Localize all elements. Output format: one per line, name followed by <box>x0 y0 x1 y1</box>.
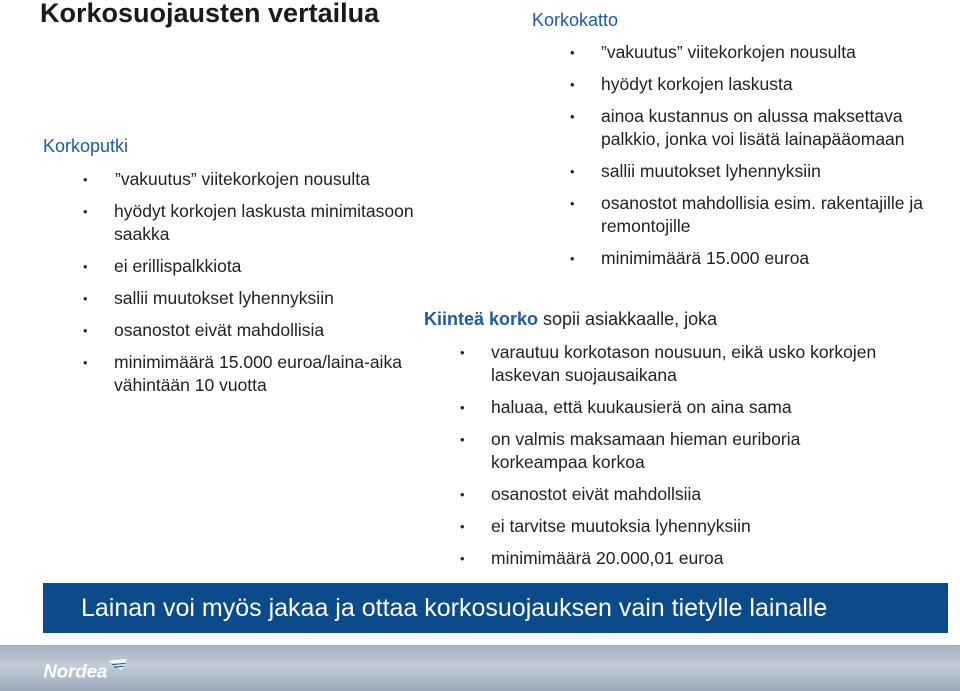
list-item-text: ”vakuutus” viitekorkojen nousulta <box>115 169 370 189</box>
list-item-text: hyödyt korkojen laskusta <box>601 74 793 94</box>
kiintea-heading <box>424 309 717 330</box>
footer-bar <box>0 645 960 691</box>
korkokatto-list <box>570 41 958 270</box>
list-item <box>83 168 453 191</box>
list-item <box>570 73 958 96</box>
list-item-text: minimimäärä 15.000 euroa <box>601 248 810 268</box>
korkoputki-heading: Korkoputki <box>43 136 129 156</box>
list-item <box>570 247 958 270</box>
list-item <box>83 319 453 342</box>
list-item <box>460 483 880 506</box>
page-title: Korkosuojausten vertailua <box>40 0 380 28</box>
list-item-text: hyödyt korkojen laskusta minimitasoon saakka <box>114 201 414 244</box>
list-item-text: sallii muutokset lyhennyksiin <box>601 161 821 181</box>
list-item-text: osanostot mahdollisia esim. rakentajille ja remontojille <box>601 193 923 236</box>
list-item-text: ainoa kustannus on alussa maksettava palkkio, jonka voi lisätä lainapääomaan <box>601 106 905 149</box>
list-item <box>83 287 453 310</box>
list-item <box>460 515 880 538</box>
list-item <box>460 547 880 570</box>
list-item <box>570 105 958 151</box>
list-item-text: minimimäärä 20.000,01 euroa <box>491 548 724 568</box>
korkoputki-list <box>83 168 453 397</box>
list-item-text: varautuu korkotason nousuun, eikä usko korkojen laskevan suojausaikana <box>491 342 877 385</box>
list-item <box>460 341 880 387</box>
kiintea-list <box>460 341 880 570</box>
korkokatto-heading: Korkokatto <box>532 10 619 30</box>
sail-icon <box>108 659 127 670</box>
list-item-text: on valmis maksamaan hieman euriboria korkeampaa korkoa <box>491 429 801 472</box>
list-item <box>83 255 453 278</box>
info-banner: Lainan voi myös jakaa ja ottaa korkosuojauksen vain tietylle lainalle <box>43 583 948 633</box>
list-item-text: minimimäärä 15.000 euroa/laina-aika vähintään 10 vuotta <box>114 352 402 395</box>
list-item <box>570 192 958 238</box>
list-item-text: ei erillispalkkiota <box>114 256 242 276</box>
list-item <box>83 200 453 246</box>
list-item <box>460 396 880 419</box>
list-item-text: osanostot eivät mahdollsiia <box>491 484 702 504</box>
list-item <box>83 351 453 397</box>
list-item-text: osanostot eivät mahdollisia <box>114 320 325 340</box>
list-item-text: haluaa, että kuukausierä on aina sama <box>491 397 792 417</box>
list-item-text: sallii muutokset lyhennyksiin <box>114 288 334 308</box>
list-item <box>570 41 958 64</box>
list-item-text: ei tarvitse muutoksia lyhennyksiin <box>491 516 751 536</box>
list-item-text: ”vakuutus” viitekorkojen nousulta <box>601 42 856 62</box>
kiintea-heading-strong: Kiinteä korko <box>424 309 539 329</box>
kiintea-heading-rest: sopii asiakkaalle, joka <box>538 309 718 329</box>
nordea-logo <box>38 657 138 683</box>
list-item <box>460 428 880 474</box>
logo-text: Nordea <box>43 660 108 682</box>
list-item <box>570 160 958 183</box>
